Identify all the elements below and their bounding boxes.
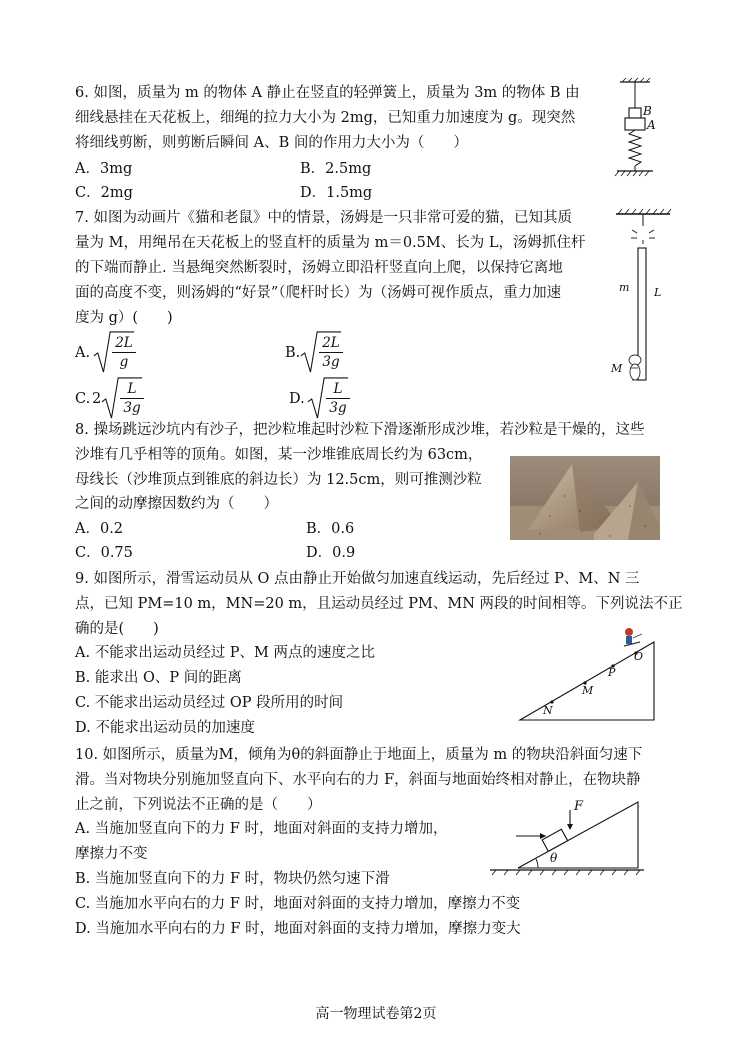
q6-option-b: B．2.5mg: [300, 161, 372, 177]
q9-option-b: B. 能求出 O、P 间的距离: [75, 670, 242, 686]
q7-option-b-fraction: [319, 334, 343, 371]
q9-label-p: P: [608, 666, 616, 679]
q9-option-d: D. 不能求出运动员的加速度: [75, 720, 255, 736]
q6-option-d: D．1.5mg: [300, 185, 373, 201]
q9-line-1: 9. 如图所示，滑雪运动员从 O 点由静止开始做匀加速直线运动，先后经过 P、M、N 三: [75, 571, 640, 587]
q10-label-theta: θ: [550, 851, 558, 865]
q7-line-3: 的下端而静止. 当悬绳突然断裂时，汤姆立即沿杆竖直向上爬，以保持它离地: [75, 260, 563, 276]
q7-option-a-letter: A.: [75, 345, 91, 361]
q8-line-1: 8. 操场跳远沙坑内有沙子，把沙粒堆起时沙粒下滑逐渐形成沙堆，若沙粒是干燥的，这些: [75, 422, 645, 438]
q8-line-4: 之间的动摩擦因数约为（ ）: [75, 496, 278, 512]
q10-option-b: B. 当施加竖直向下的力 F 时，物块仍然匀速下滑: [75, 871, 390, 887]
q8-option-d: D．0.9: [306, 545, 356, 561]
q10-option-a-cont: 摩擦力不变: [75, 846, 148, 862]
q9-option-a: A. 不能求出运动员经过 P、M 两点的速度之比: [75, 645, 376, 661]
q7-option-c-letter: C.: [75, 391, 91, 407]
q7-label-big-m: M: [611, 362, 623, 375]
q7-line-1: 7. 如图为动画片《猫和老鼠》中的情景，汤姆是一只非常可爱的猫，已知其质: [75, 210, 572, 226]
q6-label-a: A: [647, 118, 656, 132]
q9-label-n: N: [543, 704, 553, 717]
q6-option-a: A．3mg: [75, 161, 133, 177]
q10-label-f: F: [574, 799, 584, 814]
q7-option-a-denominator: g: [112, 352, 136, 371]
q6-line-1: 6. 如图，质量为 m 的物体 A 静止在竖直的轻弹簧上，质量为 3m 的物体 B 由: [75, 85, 580, 101]
q9-label-o: O: [634, 650, 644, 663]
q7-option-a-fraction: [112, 334, 136, 371]
q10-option-a: A. 当施加竖直向下的力 F 时，地面对斜面的支持力增加，: [75, 821, 448, 837]
q7-cat-rod-figure: [608, 208, 678, 388]
q7-option-c-fraction: [120, 380, 144, 417]
q10-option-c: C. 当施加水平向右的力 F 时，地面对斜面的支持力增加，摩擦力不变: [75, 896, 521, 912]
q10-incline-figure: [488, 800, 648, 880]
q7-option-d-fraction: [326, 380, 350, 417]
q7-option-c-coefficient: 2: [92, 391, 102, 407]
q7-option-c-numerator: L: [127, 381, 137, 397]
q10-line-1: 10. 如图所示，质量为M，倾角为θ的斜面静止于地面上，质量为 m 的物块沿斜面匀速下: [75, 747, 643, 763]
q7-option-b-letter: B.: [285, 345, 301, 361]
q8-line-2: 沙堆有几乎相等的顶角。如图，某一沙堆锥底周长约为 63cm，: [75, 447, 483, 463]
q7-line-2: 量为 M，用绳吊在天花板上的竖直杆的质量为 m＝0.5M、长为 L，汤姆抓住杆: [75, 235, 586, 251]
q6-line-2: 细线悬挂在天花板上，细绳的拉力大小为 2mg，已知重力加速度为 g。现突然: [75, 110, 576, 126]
q7-label-l: L: [654, 286, 662, 299]
q8-option-a: A．0.2: [75, 521, 124, 537]
q9-label-m: M: [582, 684, 594, 697]
page-footer: 高一物理试卷第2页: [315, 1006, 437, 1022]
q9-line-3: 确的是( ): [75, 621, 159, 637]
q7-option-a-numerator: 2L: [115, 335, 133, 351]
q7-option-d-letter: D.: [289, 391, 305, 407]
q10-option-d: D. 当施加水平向右的力 F 时，地面对斜面的支持力增加，摩擦力变大: [75, 921, 521, 937]
q7-line-5: 度为 g）( ): [75, 310, 173, 326]
q8-option-c: C．0.75: [75, 545, 133, 561]
q7-option-b-denominator: 3g: [319, 352, 343, 371]
q8-sand-pile-photo: [510, 456, 660, 540]
q10-line-2: 滑。当对物块分别施加竖直向下、水平向右的力 F，斜面与地面始终相对静止，在物块静: [75, 772, 641, 788]
q6-line-3: 将细线剪断，则剪断后瞬间 A、B 间的作用力大小为（ ）: [75, 135, 468, 151]
q7-label-m: m: [619, 281, 630, 294]
q9-option-c: C. 不能求出运动员经过 OP 段所用的时间: [75, 695, 344, 711]
q7-option-c-denominator: 3g: [120, 398, 144, 417]
q7-option-d-denominator: 3g: [326, 398, 350, 417]
q6-label-b: B: [643, 104, 652, 118]
q7-option-b-numerator: 2L: [322, 335, 340, 351]
q10-line-3: 止之前，下列说法不正确的是（ ）: [75, 797, 322, 813]
q7-line-4: 面的高度不变，则汤姆的“好景”（爬杆时长）为（汤姆可视作质点，重力加速: [75, 285, 562, 301]
q6-option-c: C．2mg: [75, 185, 133, 201]
q9-ski-slope-figure: [518, 624, 658, 724]
q8-line-3: 母线长（沙堆顶点到锥底的斜边长）为 12.5cm，则可推测沙粒: [75, 472, 482, 488]
q7-option-d-numerator: L: [333, 381, 343, 397]
q9-line-2: 点，已知 PM=10 m，MN=20 m，且运动员经过 PM、MN 两段的时间相等。下列说法不正: [75, 596, 683, 612]
q8-option-b: B．0.6: [306, 521, 355, 537]
